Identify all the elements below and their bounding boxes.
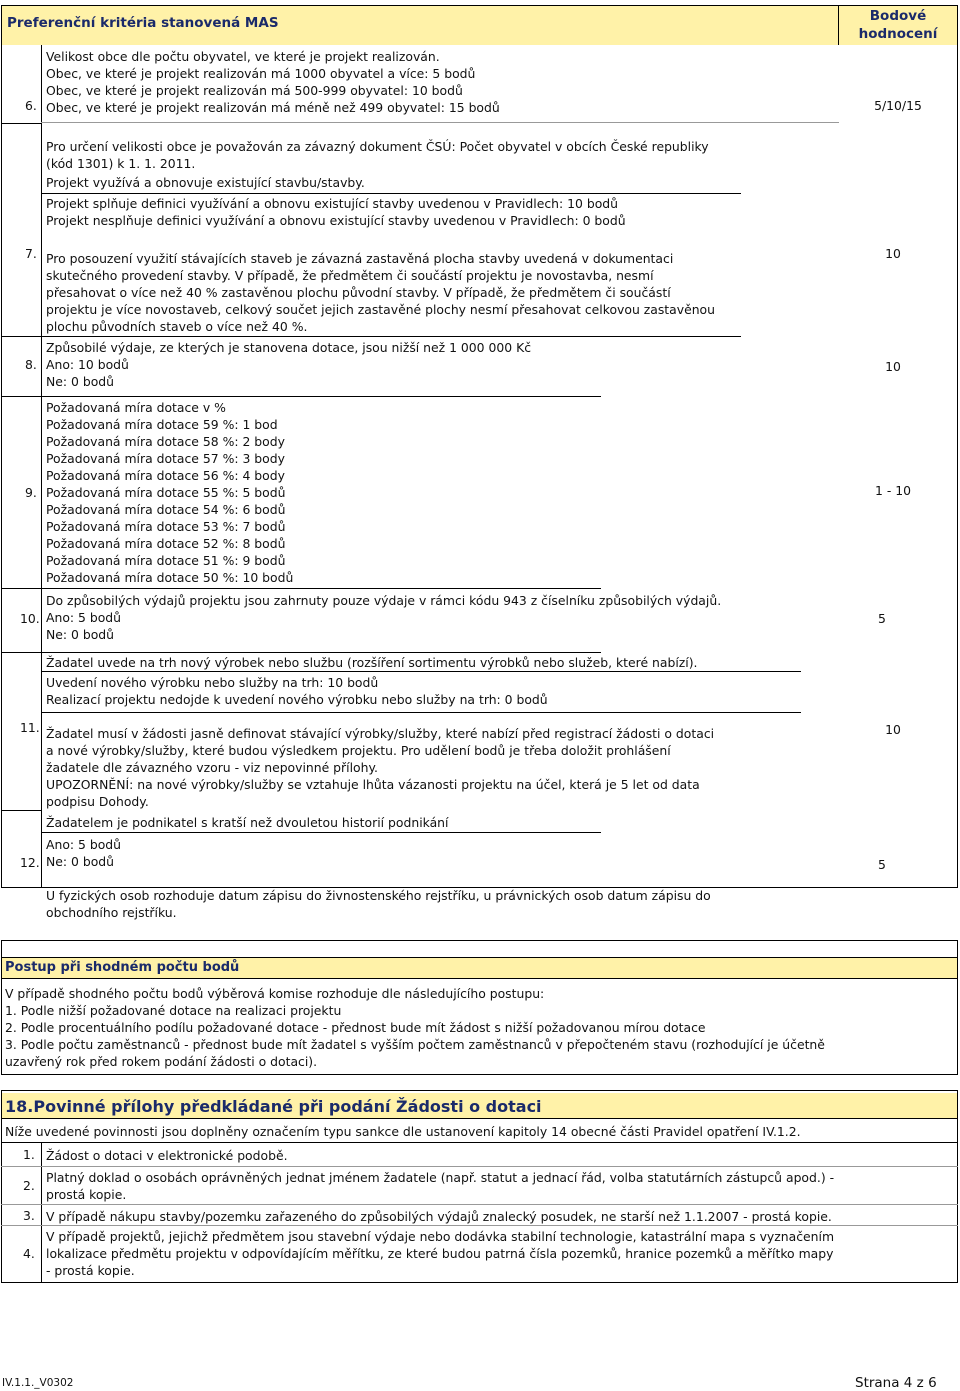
attachment-1-number: 1. [23,1147,35,1162]
criterion-7-line: Projekt využívá a obnovuje existující stavbu/stavby. [46,175,365,190]
score-header [838,7,958,43]
criterion-7-note-line: přesahovat o více než 40 % zastavěnou plochu původní stavby. V případě, že předmětem či součástí [46,285,671,300]
criterion-7-number: 7. [25,246,37,261]
criterion-9-line: Požadovaná míra dotace 50 %: 10 bodů [46,570,294,585]
tie-break-line: uzavřený rok před rokem podání žádosti o dotaci). [5,1054,318,1069]
criterion-12-text [46,836,121,870]
criterion-8-line: Ano: 10 bodů [46,357,129,372]
criterion-10-text [46,592,721,643]
criterion-12-score: 5 [878,857,886,872]
criterion-6-line: Obec, ve které je projekt realizován má 1000 obyvatel a více: 5 bodů [46,66,476,81]
criterion-7-note-line: plochu původních staveb o více než 40 %. [46,319,308,334]
footer-doc-code: IV.1.1._V0302 [2,1377,74,1389]
criterion-12-note-line: obchodního rejstříku. [46,905,177,920]
criterion-9-line: Požadovaná míra dotace v % [46,400,226,415]
criterion-9-line: Požadovaná míra dotace 56 %: 4 body [46,468,285,483]
attachment-2-line: prostá kopie. [46,1187,127,1202]
criterion-9-text [46,399,293,586]
criterion-7-line: Projekt nesplňuje definici využívání a obnovu existující stavby uvedenou v Pravidlech: 0 bodů [46,213,626,228]
tie-break-line: V případě shodného počtu bodů výběrová komise rozhoduje dle následujícího postupu: [5,986,545,1001]
criterion-9-line: Požadovaná míra dotace 59 %: 1 bod [46,417,278,432]
attachment-4-line: - prostá kopie. [46,1263,135,1278]
criterion-6-line: Obec, ve které je projekt realizován má méně než 499 obyvatel: 15 bodů [46,100,500,115]
attachment-2-line: Platný doklad o osobách oprávněných jednat jménem žadatele (např. statut a jednací řád, volba statutárních zástupců apod.) - [46,1170,835,1185]
criterion-11-note-line: UPOZORNĚNÍ: na nové výrobky/služby se vztahuje lhůta vázanosti projektu na účel, která je 5 let od data [46,777,700,792]
criterion-12-number: 12. [20,855,40,870]
criterion-11-note-line: podpisu Dohody. [46,794,149,809]
criterion-9-line: Požadovaná míra dotace 52 %: 8 bodů [46,536,286,551]
criterion-9-line: Požadovaná míra dotace 53 %: 7 bodů [46,519,286,534]
criterion-8-line: Ne: 0 bodů [46,374,114,389]
attachment-4-number: 4. [23,1246,35,1261]
attachment-4-text [46,1228,834,1279]
criterion-12-line: Ne: 0 bodů [46,854,114,869]
attachment-2-text [46,1169,834,1203]
tie-break-text [5,985,825,1070]
criterion-7-note [46,250,715,335]
criterion-10-line: Do způsobilých výdajů projektu jsou zahrnuty pouze výdaje v rámci kódu 943 z číselníku způsobilých výdajů. [46,593,722,608]
criterion-7-score: 10 [885,246,901,261]
criteria-header-title: Preferenční kritéria stanovená MAS [7,15,279,31]
attachment-2-number: 2. [23,1178,35,1193]
criterion-12-note [46,887,711,921]
criterion-6-number: 6. [25,98,37,113]
criterion-10-line: Ano: 5 bodů [46,610,122,625]
criterion-10-score: 5 [878,611,886,626]
score-header-line2: hodnocení [858,26,938,42]
criterion-10-number: 10. [20,611,40,626]
score-header-line1: Bodové [869,8,927,24]
criterion-9-line: Požadovaná míra dotace 51 %: 9 bodů [46,553,286,568]
criterion-11-head: Žadatel uvede na trh nový výrobek nebo službu (rozšíření sortimentu výrobků nebo služeb, které nabízí). [46,655,698,670]
criterion-6-score: 5/10/15 [874,98,922,113]
criterion-10-line: Ne: 0 bodů [46,627,114,642]
criterion-9-line: Požadovaná míra dotace 55 %: 5 bodů [46,485,286,500]
attachment-4-line: V případě projektů, jejichž předmětem jsou stavební výdaje nebo dodávka stabilní technologie, katastrální mapa s vyznačením [46,1229,835,1244]
attachments-intro: Níže uvedené povinnosti jsou doplněny označením typu sankce dle ustanovení kapitoly 14 obecné části Pravidel opatření IV.1.2. [5,1124,801,1139]
criterion-6-line: Obec, ve které je projekt realizován má 500-999 obyvatel: 10 bodů [46,83,463,98]
criterion-6-note-line: Pro určení velikosti obce je považován za závazný dokument ČSÚ: Počet obyvatel v obcích České republiky [46,139,709,154]
criterion-12-note-line: U fyzických osob rozhoduje datum zápisu do živnostenského rejstříku, u právnických osob datum zápisu do [46,888,711,903]
criterion-7-line: Projekt splňuje definici využívání a obnovu existující stavby uvedenou v Pravidlech: 10 bodů [46,196,619,211]
criterion-8-line: Způsobilé výdaje, ze kterých je stanovena dotace, jsou nižší než 1 000 000 Kč [46,340,532,355]
tie-break-line: 2. Podle procentuálního podílu požadované dotace - přednost bude mít žádost s nižší požadovanou mírou dotace [5,1020,706,1035]
criterion-11-number: 11. [20,720,40,735]
criterion-11-note-line: žadatele dle závazného vzoru - viz nepovinné přílohy. [46,760,378,775]
attachment-1-text: Žádost o dotaci v elektronické podobě. [46,1148,288,1163]
criterion-11-text [46,674,548,708]
criterion-11-note-line: a nové výrobky/služby, které budou výsledkem projektu. Pro udělení bodů je třeba doložit prohlášení [46,743,671,758]
criterion-9-score: 1 - 10 [875,483,911,498]
criterion-12-head: Žadatelem je podnikatel s kratší než dvouletou historií podnikání [46,815,449,830]
criterion-7-note-line: projektu je více novostaveb, celkový součet jejich zastavěné plochy nesmí přesahovat celkovou zastavěnou [46,302,715,317]
tie-break-title: Postup při shodném počtu bodů [5,960,240,975]
criterion-6-note-line: (kód 1301) k 1. 1. 2011. [46,156,196,171]
criterion-11-line: Realizací projektu nedojde k uvedení nového výrobku nebo služby na trh: 0 bodů [46,692,548,707]
criterion-7-note-line: skutečného provedení stavby. V případě, že předmětem či součástí projektu je novostavba, nesmí [46,268,654,283]
criterion-12-line: Ano: 5 bodů [46,837,122,852]
criterion-11-score: 10 [885,722,901,737]
criterion-6-note [46,138,709,172]
criterion-8-number: 8. [25,357,37,372]
criterion-7-text [46,174,626,229]
attachment-3-number: 3. [23,1208,35,1223]
tie-break-line: 3. Podle počtu zaměstnanců - přednost bude mít žadatel s vyšším počtem zaměstnanců v přepočteném stavu (rozhodující je účetně [5,1037,825,1052]
criterion-6-text [46,48,500,116]
footer-page-number: Strana 4 z 6 [855,1375,937,1391]
criterion-8-text [46,339,531,390]
criterion-11-note-line: Žadatel musí v žádosti jasně definovat stávající výrobky/služby, které nabízí před registrací žádosti o dotaci [46,726,715,741]
criterion-9-line: Požadovaná míra dotace 58 %: 2 body [46,434,285,449]
attachment-4-line: lokalizace předmětu projektu v odpovídajícím měřítku, ze které budou patrná čísla pozemků, hranice pozemků a měřítko mapy [46,1246,834,1261]
criterion-8-score: 10 [885,359,901,374]
criterion-9-number: 9. [25,485,37,500]
criterion-9-line: Požadovaná míra dotace 54 %: 6 bodů [46,502,286,517]
criterion-11-line: Uvedení nového výrobku nebo služby na trh: 10 bodů [46,675,379,690]
attachment-3-text: V případě nákupu stavby/pozemku zařazeného do způsobilých výdajů znalecký posudek, ne starší než 1.1.2007 - prostá kopie. [46,1209,832,1224]
criterion-9-line: Požadovaná míra dotace 57 %: 3 body [46,451,285,466]
tie-break-line: 1. Podle nižší požadované dotace na realizaci projektu [5,1003,342,1018]
criterion-6-line: Velikost obce dle počtu obyvatel, ve které je projekt realizován. [46,49,440,64]
criterion-7-note-line: Pro posouzení využití stávajících staveb je závazná zastavěná plocha stavby uvedená v dokumentaci [46,251,674,266]
attachments-title: 18.Povinné přílohy předkládané při podání Žádosti o dotaci [5,1097,542,1116]
criterion-11-note [46,725,714,810]
